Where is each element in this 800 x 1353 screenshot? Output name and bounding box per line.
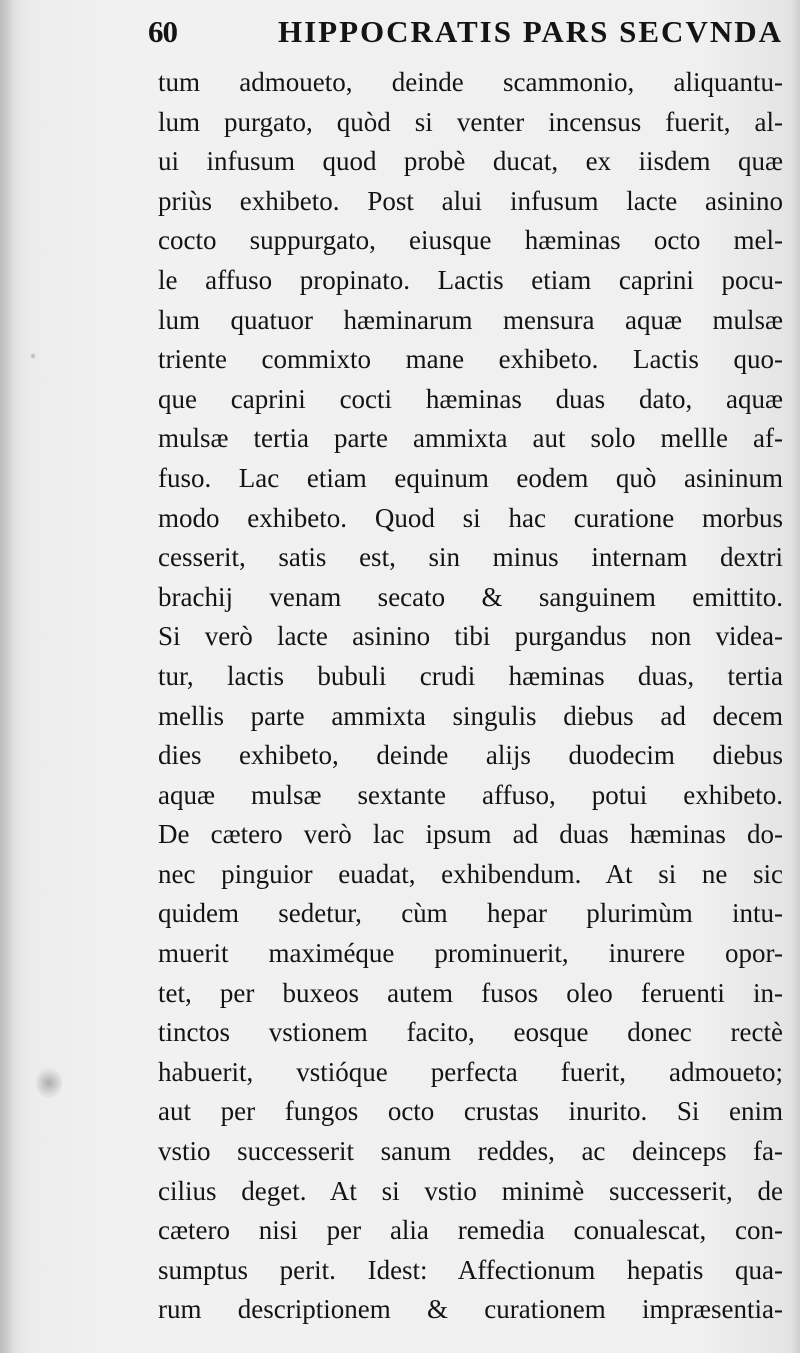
- text-line: cilius deget. At si vstio minimè successerit, de: [158, 1175, 783, 1206]
- text-line: Si verò lacte asinino tibi purgandus non videa-: [158, 621, 783, 652]
- text-line: habuerit, vstióque perfecta fuerit, admoueto;: [158, 1056, 783, 1087]
- text-line: aut per fungos octo crustas inurito. Si enim: [158, 1096, 783, 1127]
- text-line: lum quatuor hæminarum mensura aquæ mulsæ: [158, 304, 783, 335]
- body-text: [158, 63, 783, 1330]
- text-line: triente commixto mane exhibeto. Lactis quo-: [158, 344, 783, 375]
- text-line: fuso. Lac etiam equinum eodem quò asininum: [158, 462, 783, 493]
- text-line: vstio successerit sanum reddes, ac deinceps fa-: [158, 1136, 783, 1167]
- text-line: cocto suppurgato, eiusque hæminas octo mel-: [158, 225, 783, 256]
- running-head-title: HIPPOCRATIS PARS SECVNDA: [277, 14, 783, 49]
- text-line: cesserit, satis est, sin minus internam dextri: [158, 542, 783, 573]
- gutter-shadow: [0, 0, 14, 1353]
- text-line: priùs exhibeto. Post alui infusum lacte asinino: [158, 185, 783, 216]
- text-line: muerit maximéque prominuerit, inurere opor-: [158, 938, 783, 969]
- text-line: De cætero verò lac ipsum ad duas hæminas do-: [158, 819, 783, 850]
- ink-spot: [36, 1068, 62, 1098]
- text-line: le affuso propinato. Lactis etiam caprini pocu-: [158, 264, 783, 295]
- text-line: aquæ mulsæ sextante affuso, potui exhibeto.: [158, 779, 783, 810]
- text-line: lum purgato, quòd si venter incensus fuerit, al-: [158, 106, 783, 137]
- ink-spot: [30, 353, 36, 359]
- text-line: tum admoueto, deinde scammonio, aliquantu-: [158, 67, 783, 97]
- text-line: rum descriptionem & curationem impræsentia-: [158, 1294, 783, 1325]
- text-line: brachij venam secato & sanguinem emittito.: [158, 581, 783, 612]
- text-line: que caprini cocti hæminas duas dato, aquæ: [158, 383, 783, 414]
- text-line: tet, per buxeos autem fusos oleo feruenti in-: [158, 977, 783, 1008]
- text-line: dies exhibeto, deinde alijs duodecim diebus: [158, 740, 783, 771]
- text-line: tinctos vstionem facito, eosque donec rectè: [158, 1017, 783, 1048]
- text-line: quidem sedetur, cùm hepar plurimùm intu-: [158, 898, 783, 929]
- text-line: nec pinguior euadat, exhibendum. At si ne sic: [158, 858, 783, 889]
- text-line: ui infusum quod probè ducat, ex iisdem quæ: [158, 146, 783, 177]
- running-header: [148, 14, 783, 62]
- text-line: sumptus perit. Idest: Affectionum hepatis qua-: [158, 1254, 783, 1285]
- text-line: cætero nisi per alia remedia conualescat, con-: [158, 1215, 783, 1246]
- text-line: mulsæ tertia parte ammixta aut solo mellle af-: [158, 423, 783, 454]
- text-line: mellis parte ammixta singulis diebus ad decem: [158, 700, 783, 731]
- page-number: 60: [148, 14, 177, 49]
- text-line: tur, lactis bubuli crudi hæminas duas, tertia: [158, 660, 783, 691]
- text-line: modo exhibeto. Quod si hac curatione morbus: [158, 502, 783, 533]
